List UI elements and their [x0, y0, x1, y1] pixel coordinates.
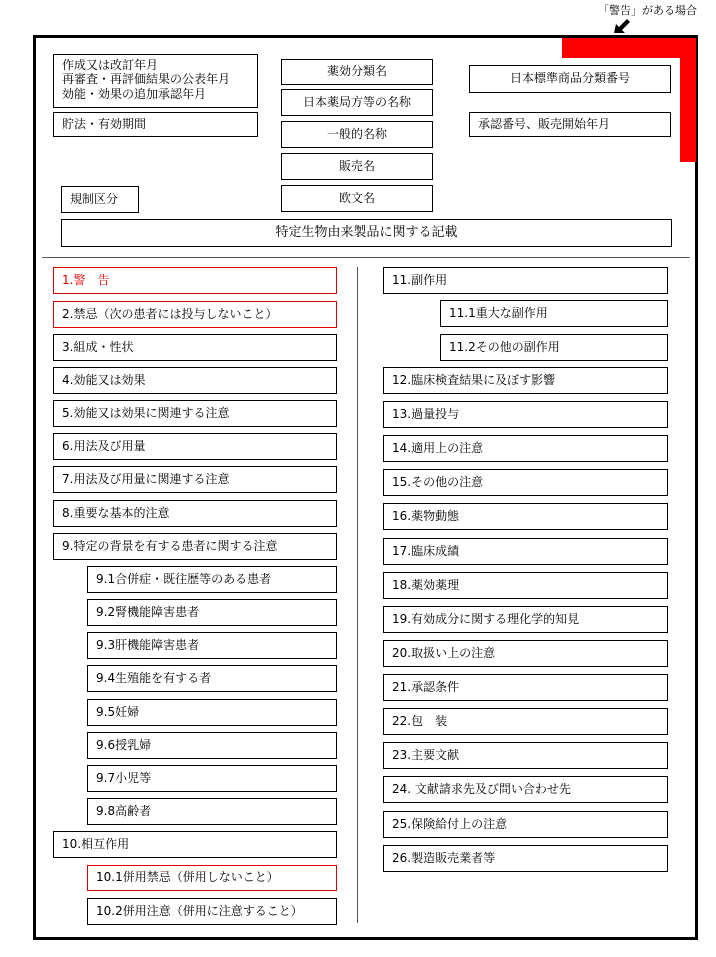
subsection-9-7: 9.7小児等	[87, 765, 337, 792]
arrow-down-left-icon	[612, 17, 632, 35]
reexamination-date-line: 再審査・再評価結果の公表年月	[62, 72, 231, 87]
warning-corner-bar-vertical	[680, 38, 696, 162]
section-indication-precautions: 5.効能又は効果に関連する注意	[53, 400, 337, 427]
subsection-10-2: 10.2併用注意（併用に注意すること）	[87, 898, 337, 925]
section-specific-populations: 9.特定の背景を有する患者に関する注意	[53, 533, 337, 560]
subsection-9-5: 9.5妊婦	[87, 699, 337, 726]
regulatory-class-box: 規制区分	[61, 186, 139, 213]
approval-number-box: 承認番号、販売開始年月	[469, 112, 671, 137]
section-overdose: 13.過量投与	[383, 401, 668, 428]
subsection-9-1: 9.1合併症・既往歴等のある患者	[87, 566, 337, 593]
section-important-precautions: 8.重要な基本的注意	[53, 500, 337, 527]
section-dosage-precautions: 7.用法及び用量に関連する注意	[53, 466, 337, 493]
therapeutic-class-box: 薬効分類名	[281, 59, 433, 85]
section-physicochemical: 19.有効成分に関する理化学的知見	[383, 606, 668, 633]
section-contact: 24. 文献請求先及び問い合わせ先	[383, 776, 668, 803]
section-indications: 4.効能又は効果	[53, 367, 337, 394]
warning-corner-bar-horizontal	[562, 38, 696, 58]
section-clinical-results: 17.臨床成績	[383, 538, 668, 565]
section-manufacturer: 26.製造販売業者等	[383, 845, 668, 872]
subsection-9-6: 9.6授乳婦	[87, 732, 337, 759]
section-warning: 1.警 告	[53, 267, 337, 294]
section-pharmacokinetics: 16.薬物動態	[383, 503, 668, 530]
section-handling: 20.取扱い上の注意	[383, 640, 668, 667]
column-divider	[357, 267, 358, 923]
storage-validity-box: 貯法・有効期間	[53, 112, 258, 137]
section-lab-tests: 12.臨床検査結果に及ぼす影響	[383, 367, 668, 394]
revision-date-line: 作成又は改訂年月	[62, 58, 159, 72]
section-interactions: 10.相互作用	[53, 831, 337, 858]
subsection-11-2: 11.2その他の副作用	[440, 334, 668, 361]
biological-product-banner: 特定生物由来製品に関する記載	[61, 219, 672, 247]
section-application-precautions: 14.適用上の注意	[383, 435, 668, 462]
section-adverse-reactions: 11.副作用	[383, 267, 668, 294]
section-packaging: 22.包 装	[383, 708, 668, 735]
warning-annotation-label: 「警告」がある場合	[598, 4, 697, 17]
subsection-10-1: 10.1併用禁忌（併用しないこと）	[87, 865, 337, 891]
section-dosage: 6.用法及び用量	[53, 433, 337, 460]
english-name-box: 欧文名	[281, 185, 433, 212]
product-classification-number-box: 日本標準商品分類番号	[469, 65, 671, 93]
subsection-11-1: 11.1重大な副作用	[440, 300, 668, 327]
brand-name-box: 販売名	[281, 153, 433, 180]
generic-name-box: 一般的名称	[281, 121, 433, 148]
section-contraindications: 2.禁忌（次の患者には投与しないこと）	[53, 301, 337, 328]
section-references: 23.主要文献	[383, 742, 668, 769]
indication-approval-date-line: 効能・効果の追加承認年月	[62, 86, 207, 101]
subsection-9-2: 9.2腎機能障害患者	[87, 599, 337, 626]
section-approval-conditions: 21.承認条件	[383, 674, 668, 701]
subsection-9-3: 9.3肝機能障害患者	[87, 632, 337, 659]
section-composition: 3.組成・性状	[53, 334, 337, 361]
subsection-9-8: 9.8高齢者	[87, 798, 337, 825]
section-insurance: 25.保険給付上の注意	[383, 811, 668, 838]
revision-dates-box	[53, 54, 258, 108]
pharmacopoeia-name-box: 日本薬局方等の名称	[281, 89, 433, 116]
header-divider	[42, 257, 690, 258]
subsection-9-4: 9.4生殖能を有する者	[87, 665, 337, 692]
section-pharmacology: 18.薬効薬理	[383, 572, 668, 599]
section-other-precautions: 15.その他の注意	[383, 469, 668, 496]
